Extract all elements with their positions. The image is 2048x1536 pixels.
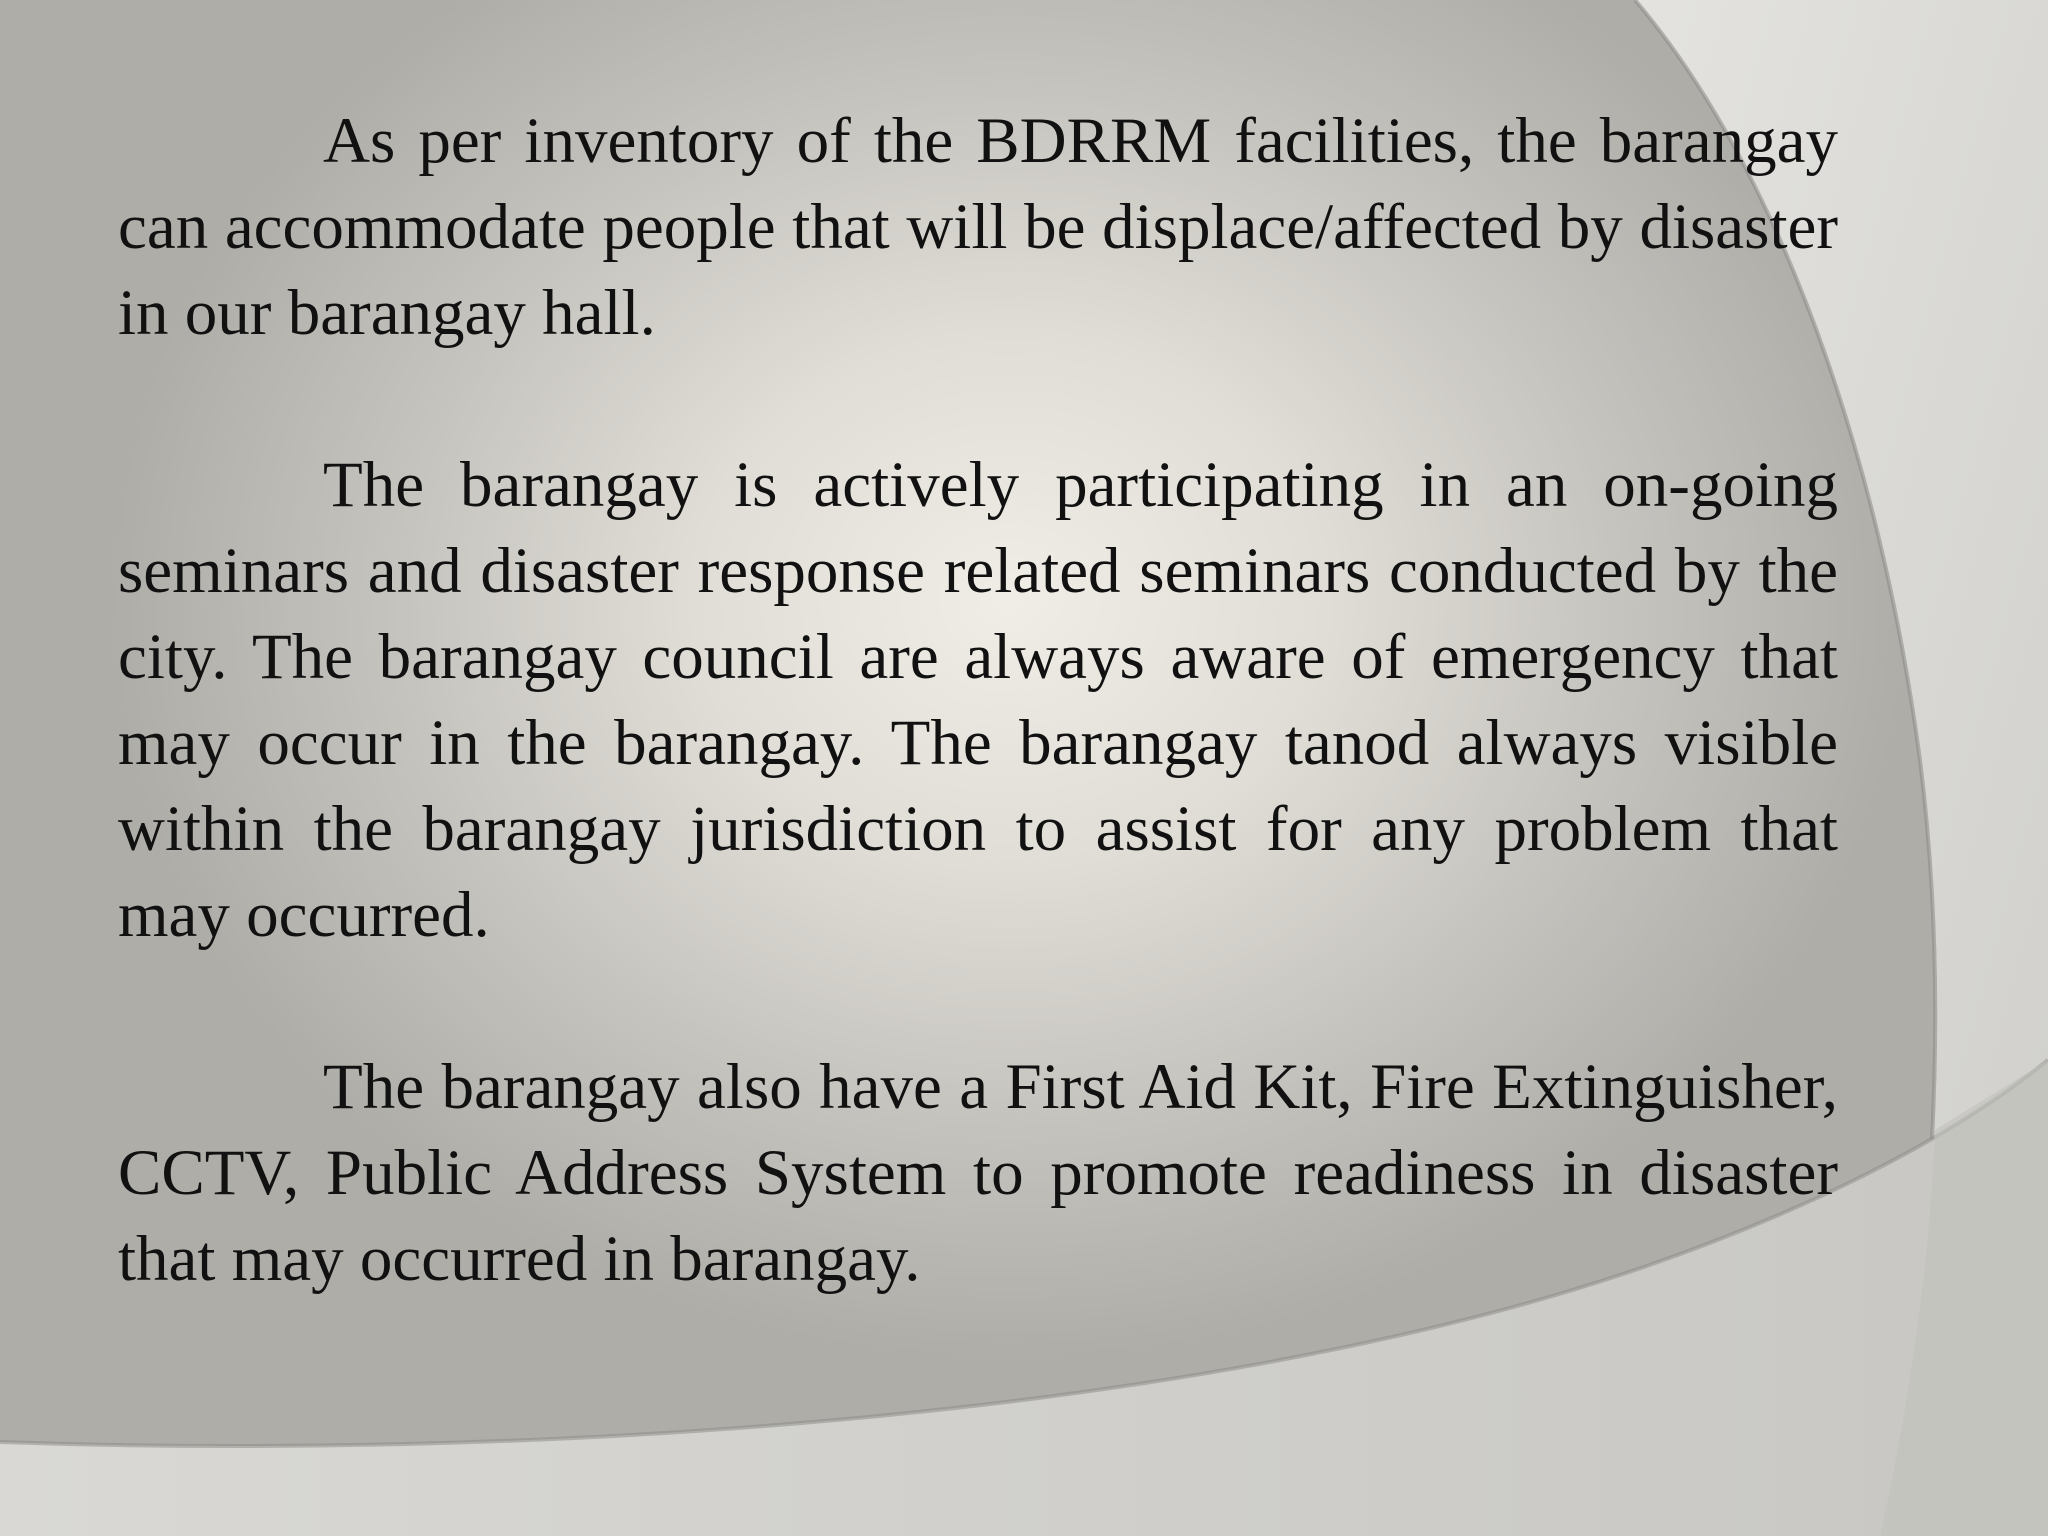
paragraph-facilities: As per inventory of the BDRRM facilities, the barangay can accommodate people that will be displace/affected by disaster in our barangay hall. xyxy=(118,105,1838,349)
paragraph-seminars: The barangay is actively participating in an on-going seminars and disaster response related seminars conducted by the city. The barangay council are always aware of emergency that may occur in the barangay. The barangay tanod always visible within the barangay jurisdiction to assist for any problem that may occurred. xyxy=(118,449,1838,951)
slide-body-text xyxy=(118,98,1838,1302)
paragraph-equipment: The barangay also have a First Aid Kit, Fire Extinguisher, CCTV, Public Address System to promote readiness in disaster that may occurred in barangay. xyxy=(118,1051,1838,1295)
